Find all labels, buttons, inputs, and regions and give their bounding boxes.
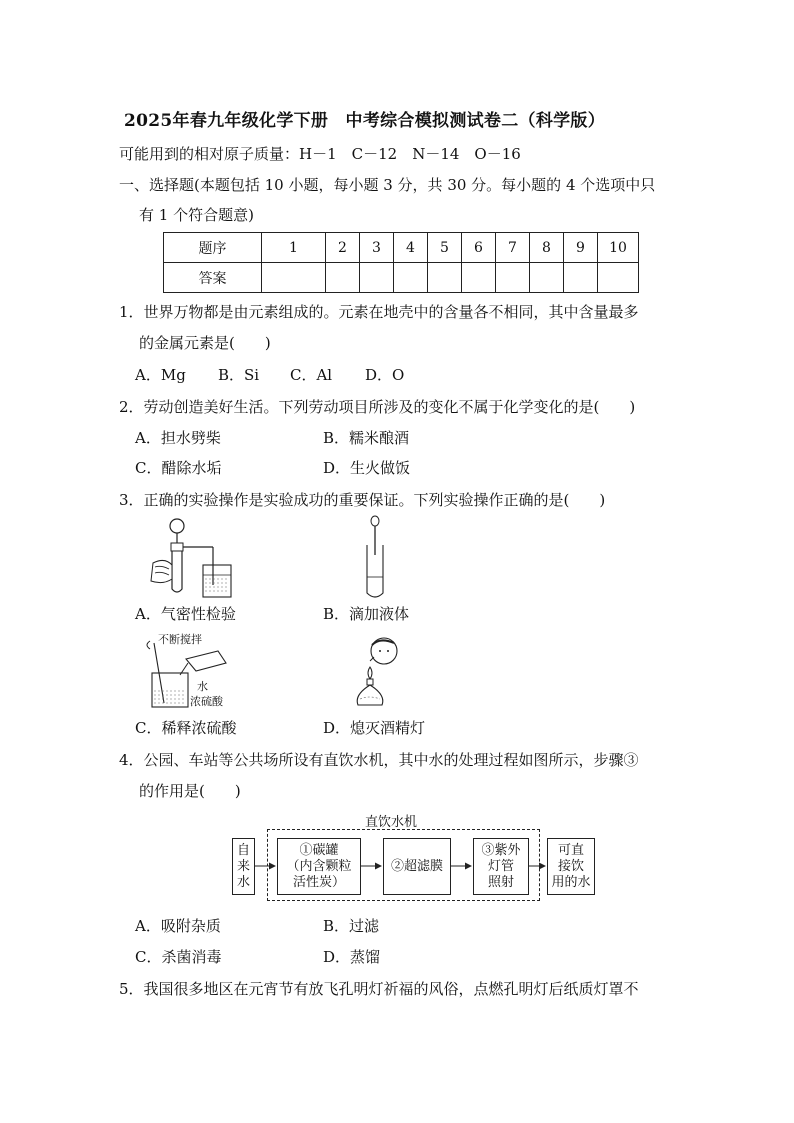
q4-stem-line1: 4．公园、车站等公共场所设有直饮水机，其中水的处理过程如图所示，步骤③ (119, 751, 639, 769)
q4-option-b[interactable]: B．过滤 (323, 917, 380, 935)
table-number-cell: 7 (496, 233, 530, 263)
flow-output-box: 可直 接饮 用的水 (547, 838, 595, 895)
q1-option-a[interactable]: A．Mg (135, 366, 186, 384)
exam-title: 2025年春九年级化学下册 中考综合模拟测试卷二（科学版） (124, 111, 606, 131)
q5-stem-line1: 5．我国很多地区在元宵节有放飞孔明灯祈福的风俗，点燃孔明灯后纸质灯罩不 (119, 980, 639, 998)
q2-option-b[interactable]: B．糯米酿酒 (323, 429, 410, 447)
table-number-cell: 9 (564, 233, 598, 263)
flow-step2-box: ②超滤膜 (383, 838, 451, 895)
table-number-cell: 10 (598, 233, 639, 263)
flow-step3-box: ③紫外 灯管 照射 (473, 838, 529, 895)
flow-input-box: 自 来 水 (232, 838, 255, 895)
fig-c-water-label: 水 (197, 680, 208, 693)
table-number-cell: 6 (462, 233, 496, 263)
q1-option-c[interactable]: C．Al (290, 366, 333, 384)
section-heading-line1: 一、选择题(本题包括 10 小题，每小题 3 分，共 30 分。每小题的 4 个选项中只 (119, 176, 656, 194)
q4-stem-line2: 的作用是( ) (139, 782, 241, 800)
q3-option-c[interactable]: C．稀释浓硫酸 (135, 719, 237, 737)
q1-option-b[interactable]: B．Si (218, 366, 260, 384)
q2-option-a[interactable]: A．担水劈柴 (135, 429, 221, 447)
table-number-cell: 2 (326, 233, 360, 263)
table-number-cell: 8 (530, 233, 564, 263)
flow-machine-label: 直饮水机 (365, 815, 418, 830)
q4-option-a[interactable]: A．吸附杂质 (135, 917, 221, 935)
table-number-cell: 4 (394, 233, 428, 263)
q2-option-d[interactable]: D．生火做饭 (323, 459, 411, 477)
table-number-cell: 3 (360, 233, 394, 263)
table-header-cell: 题序 (164, 233, 262, 263)
q4-option-d[interactable]: D．蒸馏 (323, 948, 381, 966)
q4-option-c[interactable]: C．杀菌消毒 (135, 948, 222, 966)
q1-option-d[interactable]: D．O (365, 366, 405, 384)
q3-option-a[interactable]: A．气密性检验 (135, 605, 236, 623)
q2-stem: 2．劳动创造美好生活。下列劳动项目所涉及的变化不属于化学变化的是( ) (119, 398, 636, 416)
q3-option-b[interactable]: B．滴加液体 (323, 605, 410, 623)
flow-step1-box: ①碳罐 （内含颗粒 活性炭） (277, 838, 361, 895)
q1-stem-line1: 1．世界万物都是由元素组成的。元素在地壳中的含量各不相同，其中含量最多 (119, 303, 639, 321)
table-header-cell: 答案 (164, 263, 262, 293)
q1-stem-line2: 的金属元素是( ) (139, 334, 271, 352)
fig-c-acid-label: 浓硫酸 (190, 695, 223, 708)
atomic-mass-line: 可能用到的相对原子质量：H－1 C－12 N－14 O－16 (119, 145, 521, 163)
table-number-cell: 1 (262, 233, 326, 263)
section-heading-line2: 有 1 个符合题意) (139, 206, 254, 224)
table-number-cell: 5 (428, 233, 462, 263)
fig-c-stir-label: 不断搅拌 (158, 633, 202, 646)
q2-option-c[interactable]: C．醋除水垢 (135, 459, 222, 477)
q3-stem: 3．正确的实验操作是实验成功的重要保证。下列实验操作正确的是( ) (119, 491, 606, 509)
q3-option-d[interactable]: D．熄灭酒精灯 (323, 719, 426, 737)
